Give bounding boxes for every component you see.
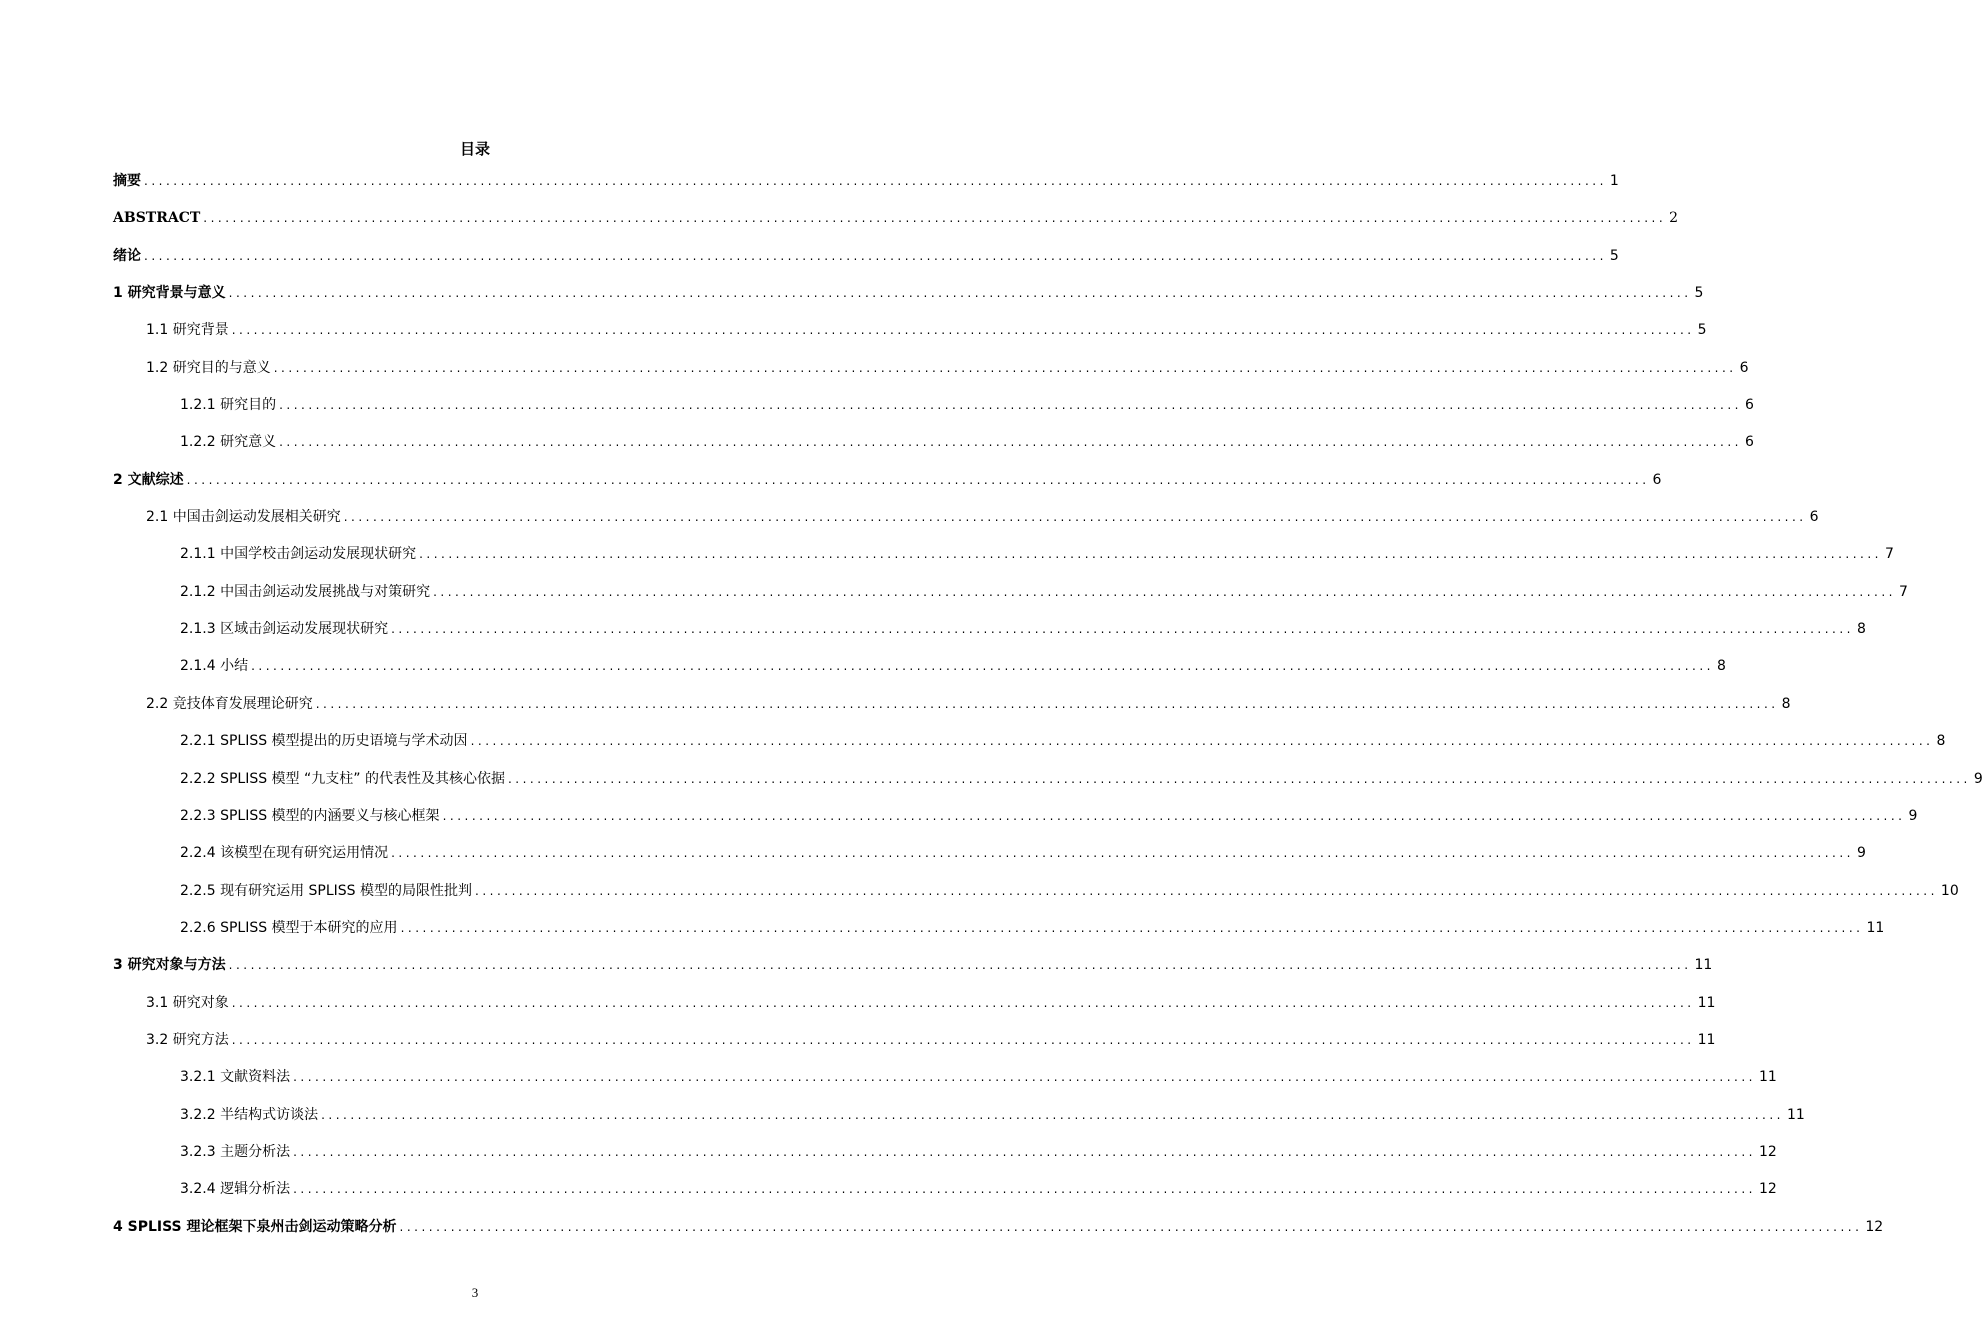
toc-entry-page: 12 xyxy=(1758,1144,1777,1160)
toc-entry-label: 2.2.1 SPLISS 模型提出的历史语境与学术动因 xyxy=(180,733,468,749)
toc-entry[interactable] xyxy=(180,768,1983,788)
toc-entry[interactable] xyxy=(146,506,1819,526)
toc-entry-label: 2.2.3 SPLISS 模型的内涵要义与核心框架 xyxy=(180,808,440,824)
toc-entry-page: 11 xyxy=(1694,957,1713,973)
toc-dot-leader: ........................................................................................................................................................................................................ xyxy=(475,884,1938,898)
toc-dot-leader: ........................................................................................................................................................................................................ xyxy=(400,921,1864,935)
toc-entry-label: 3.2.4 逻辑分析法 xyxy=(180,1181,291,1197)
toc-dot-leader: ........................................................................................................................................................................................................ xyxy=(144,174,1607,188)
toc-entry-page: 11 xyxy=(1758,1069,1777,1085)
toc-dot-leader: ........................................................................................................................................................................................................ xyxy=(293,1182,1756,1196)
toc-entry[interactable] xyxy=(113,954,1713,974)
toc-entry[interactable] xyxy=(146,992,1716,1012)
toc-entry[interactable] xyxy=(180,730,1946,750)
toc-entry[interactable] xyxy=(113,282,1704,302)
page-number: 3 xyxy=(471,1285,479,1300)
toc-entry-label: 1.1 研究背景 xyxy=(146,322,229,338)
toc-entry-page: 11 xyxy=(1786,1107,1805,1123)
toc-entry-label: 1 研究背景与意义 xyxy=(113,285,226,301)
toc-dot-leader: ........................................................................................................................................................................................................ xyxy=(321,1108,1784,1122)
toc-entry-label: 3 研究对象与方法 xyxy=(113,957,226,973)
toc-dot-leader: ........................................................................................................................................................................................................ xyxy=(315,697,1779,711)
toc-entry-page: 9 xyxy=(1973,771,1983,787)
toc-entry[interactable] xyxy=(113,245,1619,265)
toc-dot-leader: ........................................................................................................................................................................................................ xyxy=(419,547,1882,561)
toc-entry-page: 7 xyxy=(1884,546,1894,562)
toc-entry[interactable] xyxy=(180,805,1918,825)
toc-entry-page: 8 xyxy=(1716,658,1726,674)
toc-dot-leader: ........................................................................................................................................................................................................ xyxy=(433,585,1896,599)
toc-entry-label: 2.1.3 区域击剑运动发展现状研究 xyxy=(180,621,389,637)
toc-entry-label: 1.2.1 研究目的 xyxy=(180,397,277,413)
toc-entry[interactable] xyxy=(113,170,1619,190)
toc-entry-page: 1 xyxy=(1609,173,1619,189)
toc-dot-leader: ........................................................................................................................................................................................................ xyxy=(228,958,1692,972)
toc-entry-page: 6 xyxy=(1744,397,1754,413)
toc-entry-label: 2.2.5 现有研究运用 SPLISS 模型的局限性批判 xyxy=(180,883,473,899)
toc-entry-page: 8 xyxy=(1856,621,1866,637)
toc-entry-page: 8 xyxy=(1781,696,1791,712)
toc-entry-page: 6 xyxy=(1739,360,1749,376)
toc-entry-page: 2 xyxy=(1669,210,1679,226)
toc-entry[interactable] xyxy=(146,357,1749,377)
toc-entry-label: 2.2.6 SPLISS 模型于本研究的应用 xyxy=(180,920,398,936)
toc-entry-page: 8 xyxy=(1936,733,1946,749)
toc-entry-label: 2.2 竞技体育发展理论研究 xyxy=(146,696,313,712)
toc-entry[interactable] xyxy=(180,543,1894,563)
toc-entry-page: 6 xyxy=(1744,434,1754,450)
toc-entry[interactable] xyxy=(180,618,1866,638)
toc-dot-leader: ........................................................................................................................................................................................................ xyxy=(231,996,1695,1010)
toc-entry-label: 4 SPLISS 理论框架下泉州击剑运动策略分析 xyxy=(113,1219,397,1235)
toc-dot-leader: ........................................................................................................................................................................................................ xyxy=(251,659,1714,673)
toc-dot-leader: ........................................................................................................................................................................................................ xyxy=(186,473,1650,487)
toc-dot-leader: ........................................................................................................................................................................................................ xyxy=(343,510,1807,524)
toc-entry-label: 3.2.2 半结构式访谈法 xyxy=(180,1107,319,1123)
toc-entry[interactable] xyxy=(113,1216,1884,1236)
toc-entry-page: 11 xyxy=(1697,995,1716,1011)
toc-dot-leader: ........................................................................................................................................................................................................ xyxy=(231,1033,1695,1047)
toc-entry-label: 2.2.2 SPLISS 模型 “九支柱” 的代表性及其核心依据 xyxy=(180,771,505,787)
toc-entry-label: 3.1 研究对象 xyxy=(146,995,229,1011)
toc-entry-label: 3.2.1 文献资料法 xyxy=(180,1069,291,1085)
toc-entry-label: 2.2.4 该模型在现有研究运用情况 xyxy=(180,845,389,861)
toc-entry-label: ABSTRACT xyxy=(113,210,201,226)
toc-dot-leader: ........................................................................................................................................................................................................ xyxy=(279,435,1742,449)
toc-dot-leader: ........................................................................................................................................................................................................ xyxy=(399,1220,1863,1234)
toc-entry-page: 10 xyxy=(1940,883,1959,899)
toc-entry[interactable] xyxy=(146,1029,1716,1049)
toc-entry[interactable] xyxy=(113,469,1662,489)
toc-entry-page: 5 xyxy=(1694,285,1704,301)
toc-entry[interactable] xyxy=(180,1178,1777,1198)
toc-entry-label: 2.1.1 中国学校击剑运动发展现状研究 xyxy=(180,546,417,562)
toc-entry[interactable] xyxy=(146,693,1791,713)
toc-dot-leader: ........................................................................................................................................................................................................ xyxy=(293,1145,1756,1159)
toc-entry[interactable] xyxy=(180,842,1866,862)
toc-dot-leader: ........................................................................................................................................................................................................ xyxy=(470,734,1934,748)
toc-entry-page: 6 xyxy=(1652,472,1662,488)
toc-entry-page: 12 xyxy=(1758,1181,1777,1197)
toc-entry-label: 摘要 xyxy=(113,173,141,189)
toc-entry-label: 1.2.2 研究意义 xyxy=(180,434,277,450)
toc-entry[interactable] xyxy=(180,581,1908,601)
toc-entry-page: 9 xyxy=(1908,808,1918,824)
toc-entry-label: 1.2 研究目的与意义 xyxy=(146,360,271,376)
toc-entry-label: 2.1 中国击剑运动发展相关研究 xyxy=(146,509,341,525)
toc-dot-leader: ........................................................................................................................................................................................................ xyxy=(442,809,1906,823)
toc-dot-leader: ........................................................................................................................................................................................................ xyxy=(144,249,1607,263)
toc-dot-leader: ........................................................................................................................................................................................................ xyxy=(391,846,1854,860)
toc-entry[interactable] xyxy=(180,655,1726,675)
toc-entry[interactable] xyxy=(180,917,1885,937)
toc-entry[interactable] xyxy=(180,1141,1777,1161)
toc-entry[interactable] xyxy=(180,1104,1805,1124)
toc-entry-label: 3.2.3 主题分析法 xyxy=(180,1144,291,1160)
toc-title: 目录 xyxy=(459,140,490,158)
toc-entry-page: 7 xyxy=(1898,584,1908,600)
toc-entry[interactable] xyxy=(180,880,1959,900)
toc-entry-page: 11 xyxy=(1866,920,1885,936)
toc-dot-leader: ........................................................................................................................................................................................................ xyxy=(279,398,1742,412)
toc-entry-page: 5 xyxy=(1697,322,1707,338)
toc-dot-leader: ........................................................................................................................................................................................................ xyxy=(293,1070,1756,1084)
toc-dot-leader: ........................................................................................................................................................................................................ xyxy=(273,361,1737,375)
toc-dot-leader: ........................................................................................................................................................................................................ xyxy=(203,211,1667,225)
toc-entry[interactable] xyxy=(180,431,1754,451)
toc-entry[interactable] xyxy=(180,1066,1777,1086)
toc-entry-page: 5 xyxy=(1609,248,1619,264)
toc-dot-leader: ........................................................................................................................................................................................................ xyxy=(507,772,1971,786)
toc-entry[interactable] xyxy=(113,207,1679,227)
toc-entry[interactable] xyxy=(180,394,1754,414)
toc-entry-page: 6 xyxy=(1809,509,1819,525)
toc-entry-label: 绪论 xyxy=(113,248,141,264)
toc-entry-page: 12 xyxy=(1865,1219,1884,1235)
toc-dot-leader: ........................................................................................................................................................................................................ xyxy=(231,323,1695,337)
toc-entry-page: 11 xyxy=(1697,1032,1716,1048)
toc-entry-label: 2 文献综述 xyxy=(113,472,184,488)
toc-entry-label: 3.2 研究方法 xyxy=(146,1032,229,1048)
toc-entry-label: 2.1.4 小结 xyxy=(180,658,249,674)
toc-entry-page: 9 xyxy=(1856,845,1866,861)
toc-dot-leader: ........................................................................................................................................................................................................ xyxy=(391,622,1854,636)
toc-entry[interactable] xyxy=(146,319,1707,339)
toc-dot-leader: ........................................................................................................................................................................................................ xyxy=(228,286,1692,300)
toc-entry-label: 2.1.2 中国击剑运动发展挑战与对策研究 xyxy=(180,584,431,600)
